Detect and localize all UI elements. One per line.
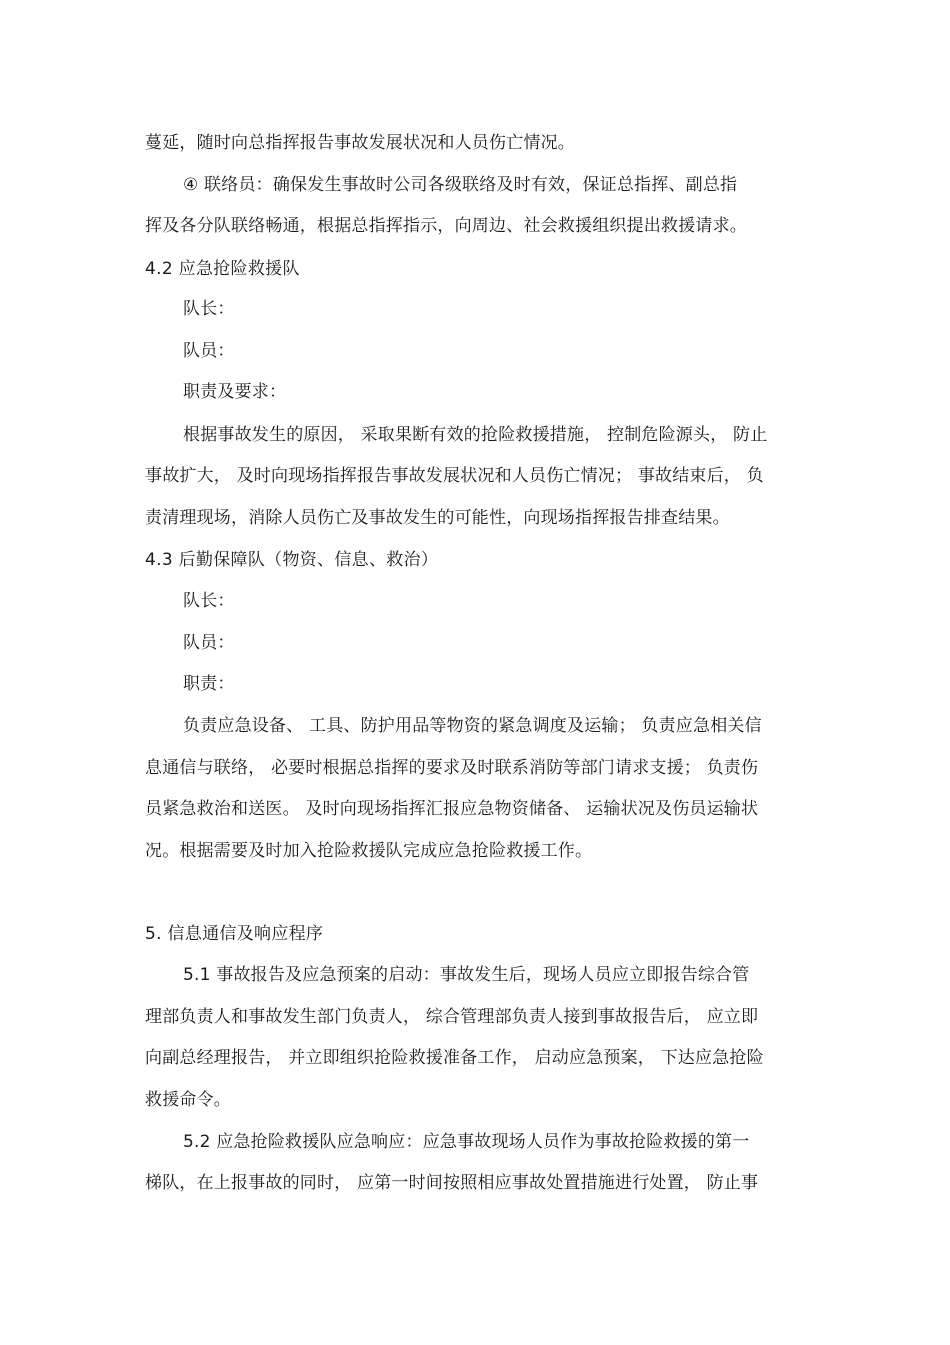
field-label: 队员： bbox=[183, 633, 235, 653]
field-label: 职责： bbox=[183, 674, 235, 694]
paragraph-line: 理部负责人和事故发生部门负责人， 综合管理部负责人接到事故报告后， 应立即 bbox=[145, 1007, 759, 1027]
paragraph-line: ④ 联络员：确保发生事故时公司各级联络及时有效，保证总指挥、副总指 bbox=[183, 175, 738, 195]
paragraph-line: 责清理现场，消除人员伤亡及事故发生的可能性，向现场指挥报告排查结果。 bbox=[145, 508, 730, 528]
paragraph-line: 息通信与联络， 必要时根据总指挥的要求及时联系消防等部门请求支援； 负责伤 bbox=[145, 758, 759, 778]
paragraph-line: 员紧急救治和送医。 及时向现场指挥汇报应急物资储备、 运输状况及伤员运输状 bbox=[145, 799, 759, 819]
field-label: 队员： bbox=[183, 341, 235, 361]
paragraph-line: 事故扩大， 及时向现场指挥报告事故发展状况和人员伤亡情况； 事故结束后， 负 bbox=[145, 466, 764, 486]
paragraph-line: 蔓延，随时向总指挥报告事故发展状况和人员伤亡情况。 bbox=[145, 133, 575, 153]
section-heading: 5. 信息通信及响应程序 bbox=[145, 924, 324, 944]
paragraph-line: 况。根据需要及时加入抢险救援队完成应急抢险救援工作。 bbox=[145, 841, 593, 861]
field-label: 队长： bbox=[183, 591, 235, 611]
paragraph-line: 向副总经理报告， 并立即组织抢险救援准备工作， 启动应急预案， 下达应急抢险 bbox=[145, 1048, 764, 1068]
paragraph-line: 梯队，在上报事故的同时， 应第一时间按照相应事故处置措施进行处置， 防止事 bbox=[145, 1173, 759, 1193]
paragraph-line: 5.2 应急抢险救援队应急响应：应急事故现场人员作为事故抢险救援的第一 bbox=[183, 1132, 750, 1152]
paragraph-line: 根据事故发生的原因， 采取果断有效的抢险救援措施， 控制危险源头， 防止 bbox=[183, 425, 768, 445]
paragraph-line: 挥及各分队联络畅通，根据总指挥指示，向周边、社会救援组织提出救援请求。 bbox=[145, 216, 747, 236]
paragraph-line: 救援命令。 bbox=[145, 1090, 231, 1110]
field-label: 职责及要求： bbox=[183, 382, 287, 402]
section-heading: 4.2 应急抢险救援队 bbox=[145, 259, 300, 279]
section-heading: 4.3 后勤保障队（物资、信息、救治） bbox=[145, 550, 439, 570]
field-label: 队长： bbox=[183, 299, 235, 319]
paragraph-line: 5.1 事故报告及应急预案的启动：事故发生后，现场人员应立即报告综合管 bbox=[183, 965, 750, 985]
paragraph-line: 负责应急设备、 工具、防护用品等物资的紧急调度及运输； 负责应急相关信 bbox=[183, 716, 762, 736]
